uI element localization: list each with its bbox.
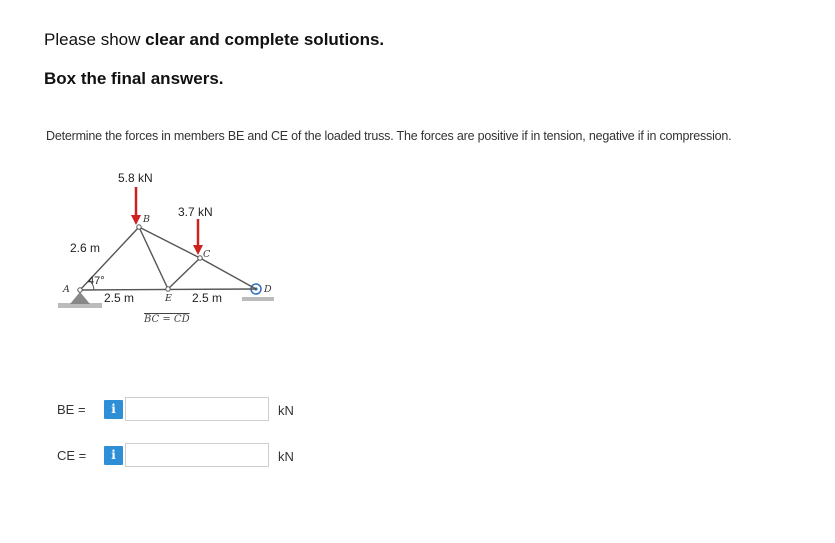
member-cd — [200, 258, 256, 289]
ground-d — [242, 297, 274, 301]
joint-a — [78, 288, 82, 292]
member-bc — [139, 227, 200, 258]
instruction-emphasis: clear and complete solutions. — [145, 30, 385, 49]
equal-length-note: BC = CD — [144, 314, 190, 325]
unit-label-ce: kN — [278, 449, 294, 464]
box-answers-line: Box the final answers. — [44, 69, 224, 88]
instruction-prefix: Please show — [44, 30, 146, 49]
node-label-c: C — [203, 249, 211, 260]
answer-input-be[interactable] — [125, 397, 269, 421]
load-arrow-b-head — [131, 215, 141, 225]
load-arrow-c-head — [193, 245, 203, 255]
node-label-b: B — [143, 214, 150, 225]
load-label-b: 5.8 kN — [118, 171, 153, 185]
node-label-d: D — [264, 284, 272, 295]
length-label-ab: 2.6 m — [70, 241, 101, 255]
node-label-e: E — [165, 293, 172, 304]
answer-label-ce: CE = — [57, 448, 87, 463]
pin-support-a — [70, 292, 90, 304]
span-label-ae: 2.5 m — [104, 291, 135, 305]
answer-label-be: BE = — [57, 402, 86, 417]
angle-label: 47° — [88, 275, 105, 287]
member-ce — [168, 258, 200, 289]
joint-b — [137, 225, 141, 229]
info-button-be[interactable]: i — [104, 400, 123, 419]
node-label-a: A — [63, 284, 70, 295]
info-button-ce[interactable]: i — [104, 446, 123, 465]
span-label-ed: 2.5 m — [192, 291, 223, 305]
answer-input-ce[interactable] — [125, 443, 269, 467]
joint-e — [166, 287, 170, 291]
unit-label-be: kN — [278, 403, 294, 418]
problem-statement: Determine the forces in members BE and CE of the loaded truss. The forces are positive if in tension, negative if in compression. — [46, 129, 732, 143]
joint-c — [198, 256, 202, 260]
load-label-c: 3.7 kN — [178, 205, 213, 219]
member-be — [139, 227, 168, 289]
truss-members — [80, 227, 256, 290]
